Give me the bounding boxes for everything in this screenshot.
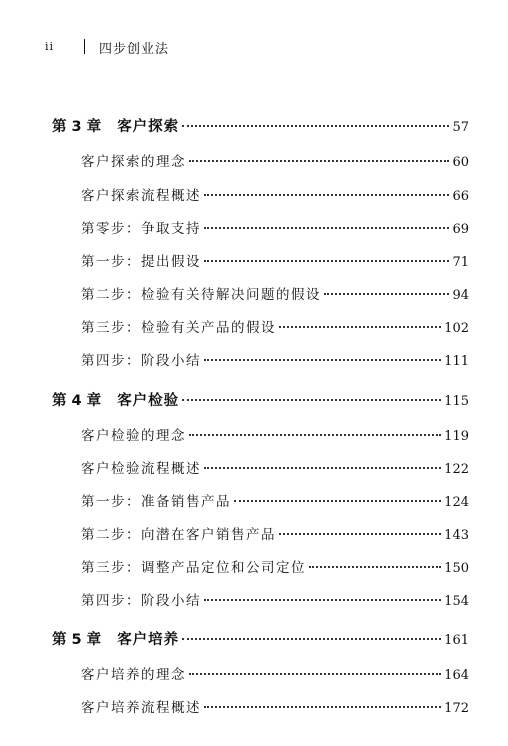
dot-leader bbox=[204, 260, 449, 262]
page-number: ii bbox=[45, 40, 55, 53]
dot-leader bbox=[204, 227, 449, 229]
dot-leader bbox=[204, 706, 441, 708]
dot-leader bbox=[182, 638, 441, 640]
header-divider bbox=[84, 39, 85, 54]
toc-section[interactable] bbox=[81, 251, 469, 273]
dot-leader bbox=[279, 326, 441, 328]
page-ref: 102 bbox=[444, 321, 469, 336]
section-title: 第三步：检验有关产品的假设 bbox=[81, 320, 276, 336]
dot-leader bbox=[204, 359, 441, 361]
toc-section[interactable] bbox=[81, 425, 469, 447]
toc-chapter-3[interactable] bbox=[52, 116, 469, 138]
chapter-title: 客户检验 bbox=[117, 393, 180, 409]
chapter-number: 第 4 章 bbox=[52, 393, 102, 409]
section-title: 客户培养流程概述 bbox=[81, 700, 201, 716]
section-title: 第二步：向潜在客户销售产品 bbox=[81, 527, 276, 543]
page-ref: 164 bbox=[444, 668, 469, 683]
page-ref: 115 bbox=[444, 394, 469, 409]
page-ref: 150 bbox=[444, 561, 469, 576]
section-title: 客户探索流程概述 bbox=[81, 188, 201, 204]
page-ref: 172 bbox=[444, 701, 469, 716]
toc-section[interactable] bbox=[81, 350, 469, 372]
toc-section[interactable] bbox=[81, 185, 469, 207]
page-ref: 119 bbox=[444, 429, 469, 444]
dot-leader bbox=[279, 533, 441, 535]
page-ref: 161 bbox=[444, 633, 469, 648]
chapter-title: 客户探索 bbox=[117, 119, 180, 135]
page-ref: 94 bbox=[452, 288, 469, 303]
section-title: 客户检验的理念 bbox=[81, 428, 186, 444]
section-title: 第二步：检验有关待解决问题的假设 bbox=[81, 287, 321, 303]
page-ref: 122 bbox=[444, 462, 469, 477]
chapter-number: 第 5 章 bbox=[52, 632, 102, 648]
book-title: 四步创业法 bbox=[99, 42, 170, 57]
toc-section[interactable] bbox=[81, 557, 469, 579]
page-ref: 57 bbox=[452, 120, 469, 135]
dot-leader bbox=[204, 467, 441, 469]
dot-leader bbox=[182, 125, 449, 127]
dot-leader bbox=[324, 293, 449, 295]
dot-leader bbox=[189, 434, 441, 436]
dot-leader bbox=[189, 160, 449, 162]
section-title: 第一步：提出假设 bbox=[81, 254, 201, 270]
section-title: 第四步：阶段小结 bbox=[81, 353, 201, 369]
section-title: 第三步：调整产品定位和公司定位 bbox=[81, 560, 306, 576]
dot-leader bbox=[204, 599, 441, 601]
running-header bbox=[0, 0, 508, 60]
toc-chapter-4[interactable] bbox=[52, 390, 469, 412]
toc-section[interactable] bbox=[81, 151, 469, 173]
section-title: 第零步：争取支持 bbox=[81, 221, 201, 237]
toc-section[interactable] bbox=[81, 317, 469, 339]
page-ref: 143 bbox=[444, 528, 469, 543]
page-ref: 154 bbox=[444, 594, 469, 609]
page-ref: 71 bbox=[452, 255, 469, 270]
page-ref: 60 bbox=[452, 155, 469, 170]
toc-section[interactable] bbox=[81, 491, 469, 513]
page-ref: 66 bbox=[452, 189, 469, 204]
page-ref: 124 bbox=[444, 495, 469, 510]
section-title: 第四步：阶段小结 bbox=[81, 593, 201, 609]
toc-section[interactable] bbox=[81, 284, 469, 306]
toc-section[interactable] bbox=[81, 524, 469, 546]
chapter-title: 客户培养 bbox=[117, 632, 180, 648]
page-ref: 69 bbox=[452, 222, 469, 237]
toc-chapter-5[interactable] bbox=[52, 629, 469, 651]
toc-section[interactable] bbox=[81, 458, 469, 480]
dot-leader bbox=[189, 673, 441, 675]
chapter-number: 第 3 章 bbox=[52, 119, 102, 135]
section-title: 客户检验流程概述 bbox=[81, 461, 201, 477]
section-title: 客户培养的理念 bbox=[81, 667, 186, 683]
section-title: 第一步：准备销售产品 bbox=[81, 494, 231, 510]
section-title: 客户探索的理念 bbox=[81, 154, 186, 170]
dot-leader bbox=[182, 399, 441, 401]
page-ref: 111 bbox=[444, 354, 469, 369]
toc-section[interactable] bbox=[81, 697, 469, 719]
toc-section[interactable] bbox=[81, 590, 469, 612]
dot-leader bbox=[204, 194, 449, 196]
dot-leader bbox=[309, 566, 441, 568]
dot-leader bbox=[234, 500, 441, 502]
toc-section[interactable] bbox=[81, 218, 469, 240]
toc-section[interactable] bbox=[81, 664, 469, 686]
